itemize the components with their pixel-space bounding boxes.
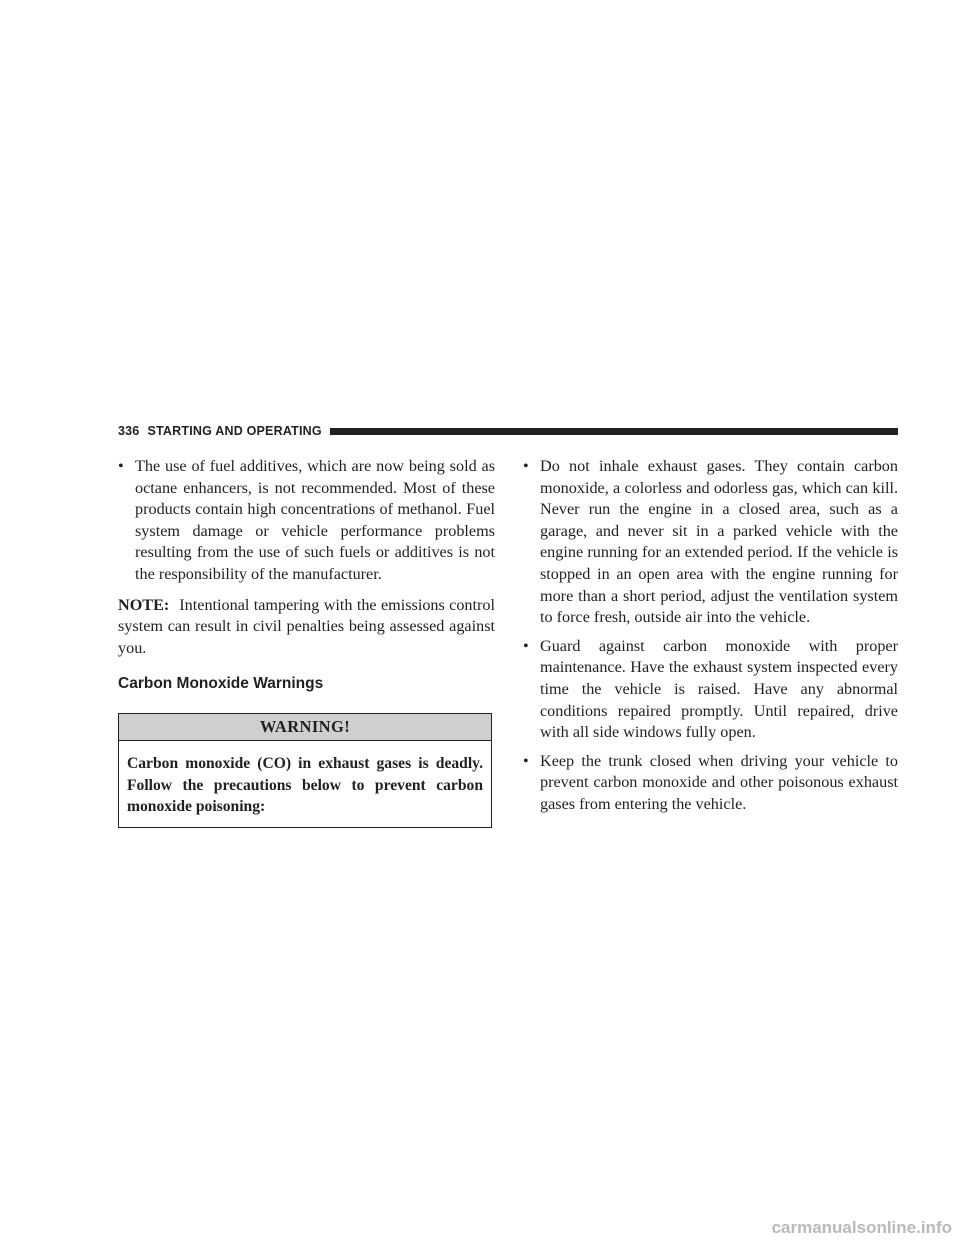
- list-item: [523, 636, 898, 744]
- left-bullet-list: [118, 456, 495, 586]
- bullet-icon: •: [523, 636, 529, 655]
- bullet-icon: •: [118, 457, 124, 475]
- list-item: [118, 456, 495, 586]
- right-bullet-list: [523, 456, 898, 816]
- warning-body: Carbon monoxide (CO) in exhaust gases is deadly. Follow the precautions below to prevent carbon monoxide poisoning:: [127, 754, 483, 816]
- left-column: [118, 456, 495, 828]
- page-number: 336: [118, 424, 140, 438]
- list-item: [523, 751, 898, 816]
- bullet-icon: •: [523, 751, 529, 770]
- header-rule: [330, 428, 898, 435]
- warning-box: [118, 713, 492, 828]
- bullet-text: Do not inhale exhaust gases. They contain carbon monoxide, a colorless and odorless gas, which can kill. Never run the engine in a closed area, such as a garage, and never sit in a parked vehicle with the engine running for an extended period. If the vehicle is stopped in an open area with the engine running for more than a short period, adjust the ventilation system to force fresh, outside air into the vehicle.: [540, 457, 898, 627]
- page-header: [118, 422, 898, 440]
- right-column: [523, 456, 898, 823]
- bullet-text: The use of fuel additives, which are now being sold as octane enhancers, is not recommended. Most of these products contain high concentrations of methanol. Fuel system damage or vehicle performance problems resulting from the use of such fuels or additives is not the responsibility of the manufacturer.: [135, 457, 495, 583]
- section-subheading: Carbon Monoxide Warnings: [118, 675, 324, 693]
- bullet-icon: •: [523, 457, 529, 475]
- note-label: NOTE:: [118, 595, 170, 614]
- list-item: [523, 456, 898, 629]
- watermark-text: carmanualsonline.info: [771, 1218, 952, 1237]
- bullet-text: Keep the trunk closed when driving your vehicle to prevent carbon monoxide and other poisonous exhaust gases from entering the vehicle.: [540, 751, 898, 813]
- bullet-text: Guard against carbon monoxide with proper maintenance. Have the exhaust system inspected every time the vehicle is raised. Have any abnormal conditions repaired promptly. Until repaired, drive with all side windows fully open.: [540, 636, 898, 742]
- note-paragraph: [118, 595, 495, 660]
- section-title: STARTING AND OPERATING: [147, 424, 322, 438]
- warning-title: WARNING!: [119, 714, 491, 741]
- note-text: Intentional tampering with the emissions control system can result in civil penalties being assessed against you.: [118, 595, 495, 657]
